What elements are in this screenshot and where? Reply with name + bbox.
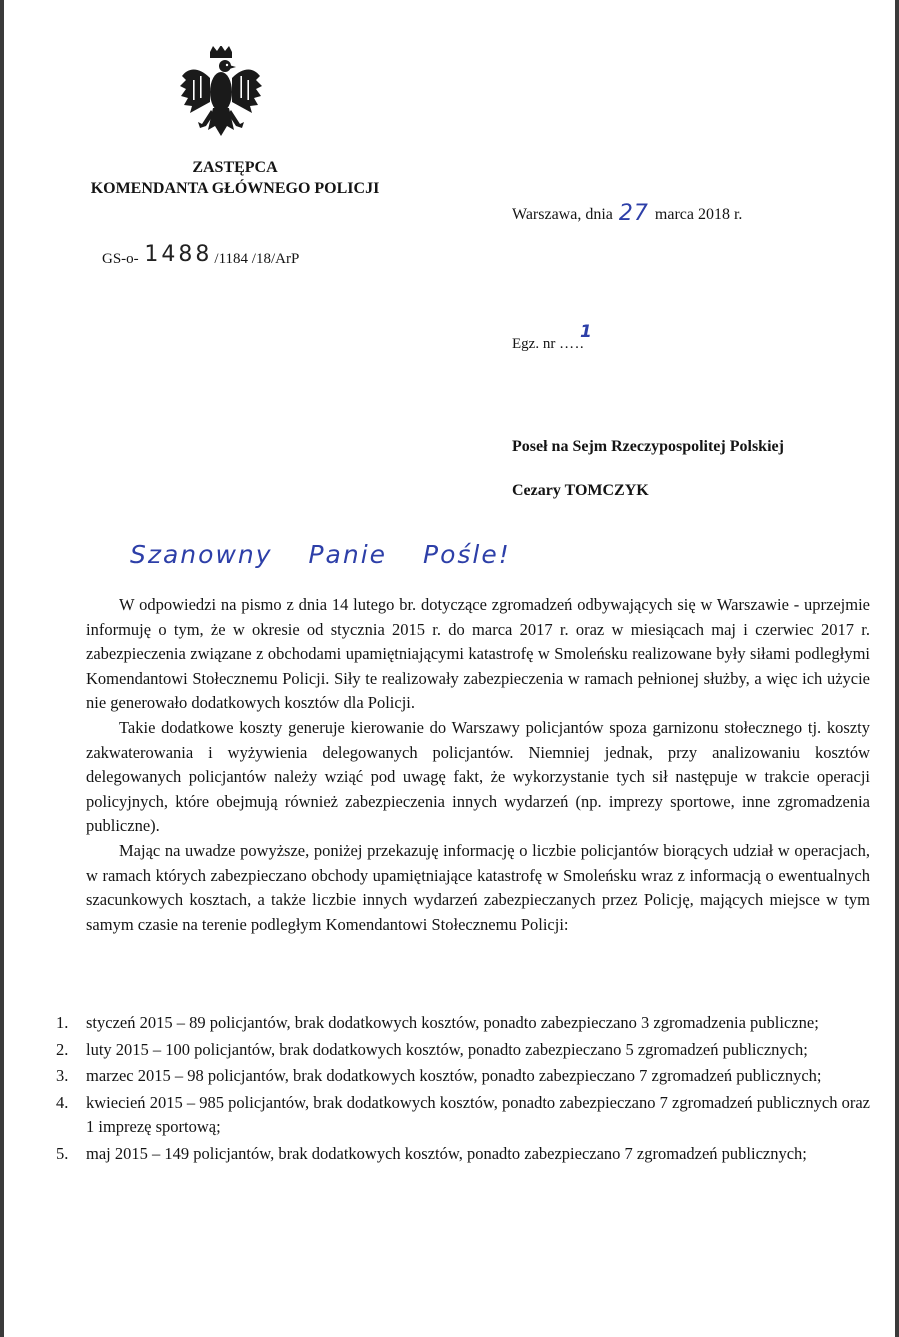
copy-number <box>512 322 592 353</box>
paragraph: Mając na uwadze powyższe, poniżej przekazuję informację o liczbie policjantów biorących udział w operacjach, w ramach których zabezpieczano obchody upamiętniające katastrofę w Smoleńsku wraz z informacją o ewentualnych szacunkowych kosztach, a także liczbie innych wydarzeń zabezpieczanych przez Policję, mających miejsce w tym samym czasie na terenie podległym Komendantowi Stołecznemu Policji: <box>86 840 870 934</box>
list-item-text: marzec 2015 – 98 policjantów, brak dodatkowych kosztów, ponadto zabezpieczano 7 zgromadzeń publicznych; <box>86 1066 822 1086</box>
list-item-text: maj 2015 – 149 policjantów, brak dodatkowych kosztów, ponadto zabezpieczano 7 zgromadzeń publicznych; <box>86 1143 807 1163</box>
page-frame-right <box>895 0 899 1337</box>
list-item <box>56 1064 870 1089</box>
list-item <box>56 1091 870 1140</box>
list-item-number: 1. <box>56 1013 69 1032</box>
copy-handwritten-number: 1 <box>580 322 592 342</box>
issuer-title: ZASTĘPCA <box>192 159 278 176</box>
place-and-date <box>512 200 742 225</box>
place-prefix: Warszawa, dnia <box>512 206 613 223</box>
ref-prefix: GS-o- <box>102 251 139 267</box>
copy-dots: ….. <box>559 336 585 352</box>
ref-suffix: /1184 /18/ArP <box>214 251 300 267</box>
copy-label: Egz. nr <box>512 336 556 352</box>
operations-list <box>56 1011 870 1169</box>
list-item <box>56 1142 870 1167</box>
letter-body <box>86 593 870 937</box>
page-frame-left <box>0 0 4 1337</box>
reference-number <box>102 244 299 269</box>
polish-eagle-emblem-icon <box>180 46 262 146</box>
issuer-office: KOMENDANTA GŁÓWNEGO POLICJI <box>90 180 380 197</box>
list-item-number: 2. <box>56 1039 69 1059</box>
paragraph: W odpowiedzi na pismo z dnia 14 lutego br. dotyczące zgromadzeń odbywających się w Warszawie - uprzejmie informuję o tym, że w okresie od stycznia 2015 r. do marca 2017 r. oraz w miesiącach maj i czerwiec 2017 r. zabezpieczenia związane z obchodami upamiętniającymi katastrofę w Smoleńsku realizowane były siłami podległymi Komendantowi Stołecznemu Policji. Siły te realizowały zabezpieczenia w ramach pełnionej służby, a więc ich użycie nie generowało dodatkowych kosztów dla Policji. <box>86 595 870 713</box>
recipient-title: Poseł na Sejm Rzeczypospolitej Polskiej <box>512 438 784 455</box>
date-suffix: marca 2018 r. <box>654 206 743 223</box>
recipient-name: Cezary TOMCZYK <box>512 482 649 499</box>
list-item-text: kwiecień 2015 – 985 policjantów, brak dodatkowych kosztów, ponadto zabezpieczano 7 zgromadzeń publicznych oraz 1 imprezę sportową; <box>86 1092 870 1137</box>
handwritten-day: 27 <box>618 201 649 226</box>
list-item <box>56 1011 870 1036</box>
list-item-number: 3. <box>56 1066 69 1086</box>
list-item-number: 5. <box>56 1143 69 1163</box>
ref-handwritten-number: 1488 <box>144 242 213 267</box>
issuer-block <box>40 157 430 199</box>
paragraph: Takie dodatkowe koszty generuje kierowanie do Warszawy policjantów spoza garnizonu stołecznego tj. koszty zakwaterowania i wyżywienia delegowanych policjantów. Niemniej jednak, przy analizowaniu kosztów delegowanych policjantów należy wziąć pod uwagę fakt, że wykorzystanie tych sił następuje w trakcie operacji policyjnych, które obejmują również zabezpieczenia innych wydarzeń (np. imprezy sportowe, inne zgromadzenia publiczne). <box>86 717 870 836</box>
handwritten-salutation: Szanowny Panie Pośle! <box>130 540 511 569</box>
list-item-text: luty 2015 – 100 policjantów, brak dodatkowych kosztów, ponadto zabezpieczano 5 zgromadzeń publicznych; <box>86 1039 808 1059</box>
list-item-text: styczeń 2015 – 89 policjantów, brak dodatkowych kosztów, ponadto zabezpieczano 3 zgromadzenia publiczne; <box>86 1013 819 1032</box>
list-item <box>56 1038 870 1063</box>
list-item-number: 4. <box>56 1092 69 1112</box>
